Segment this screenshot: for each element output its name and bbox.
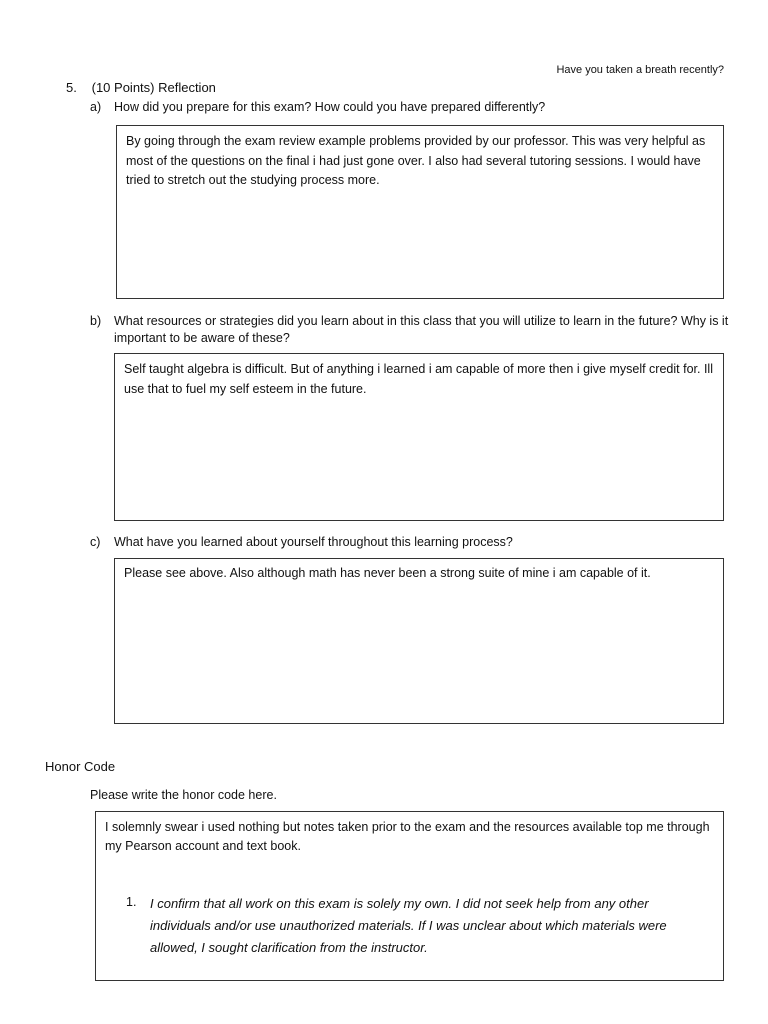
part-c-prompt: What have you learned about yourself throughout this learning process? <box>114 535 513 549</box>
question-number: 5. <box>66 80 77 95</box>
part-c-letter: c) <box>90 535 101 549</box>
part-a-letter: a) <box>90 100 102 114</box>
part-b-letter: b) <box>90 314 102 328</box>
part-b-answer: Self taught algebra is difficult. But of anything i learned i am capable of more then i give myself credit for. Ill use that to fuel my self esteem in the future. <box>124 362 713 396</box>
honor-code-title: Honor Code <box>45 759 116 774</box>
header-note: Have you taken a breath recently? <box>556 64 724 76</box>
part-a-prompt: How did you prepare for this exam? How could you have prepared differently? <box>114 100 546 114</box>
part-b-prompt: What resources or strategies did you learn about in this class that you will utilize to learn in the future? Why is it important to be aware of these? <box>114 314 729 345</box>
honor-statement: I confirm that all work on this exam is solely my own. I did not seek help from any other individuals and/or use unauthorized materials. If I was unclear about which materials were allowed, I sought clarification from the instructor. <box>150 896 667 955</box>
part-c-answer: Please see above. Also although math has never been a strong suite of mine i am capable of it. <box>124 566 651 580</box>
honor-code-prompt: Please write the honor code here. <box>90 788 277 802</box>
part-b-answer-box[interactable] <box>114 353 724 521</box>
part-a-answer-box[interactable] <box>116 125 724 299</box>
part-a-prompt-row <box>90 99 730 116</box>
honor-statement-number: 1. <box>126 895 137 909</box>
part-c-prompt-row <box>90 534 730 551</box>
honor-code-answer: I solemnly swear i used nothing but notes taken prior to the exam and the resources available top me through my Pearson account and text book. <box>105 820 710 853</box>
part-c-answer-box[interactable] <box>114 558 724 724</box>
honor-code-answer-box[interactable] <box>95 811 724 981</box>
part-b-prompt-row <box>90 313 730 347</box>
honor-statement-list <box>126 893 696 959</box>
question-title <box>66 80 216 95</box>
part-a-answer: By going through the exam review example problems provided by our professor. This was very helpful as most of the questions on the final i had just gone over. I also had several tutoring sessions. I would have tried to stretch out the studying process more. <box>126 134 706 187</box>
question-heading: (10 Points) Reflection <box>91 80 216 95</box>
